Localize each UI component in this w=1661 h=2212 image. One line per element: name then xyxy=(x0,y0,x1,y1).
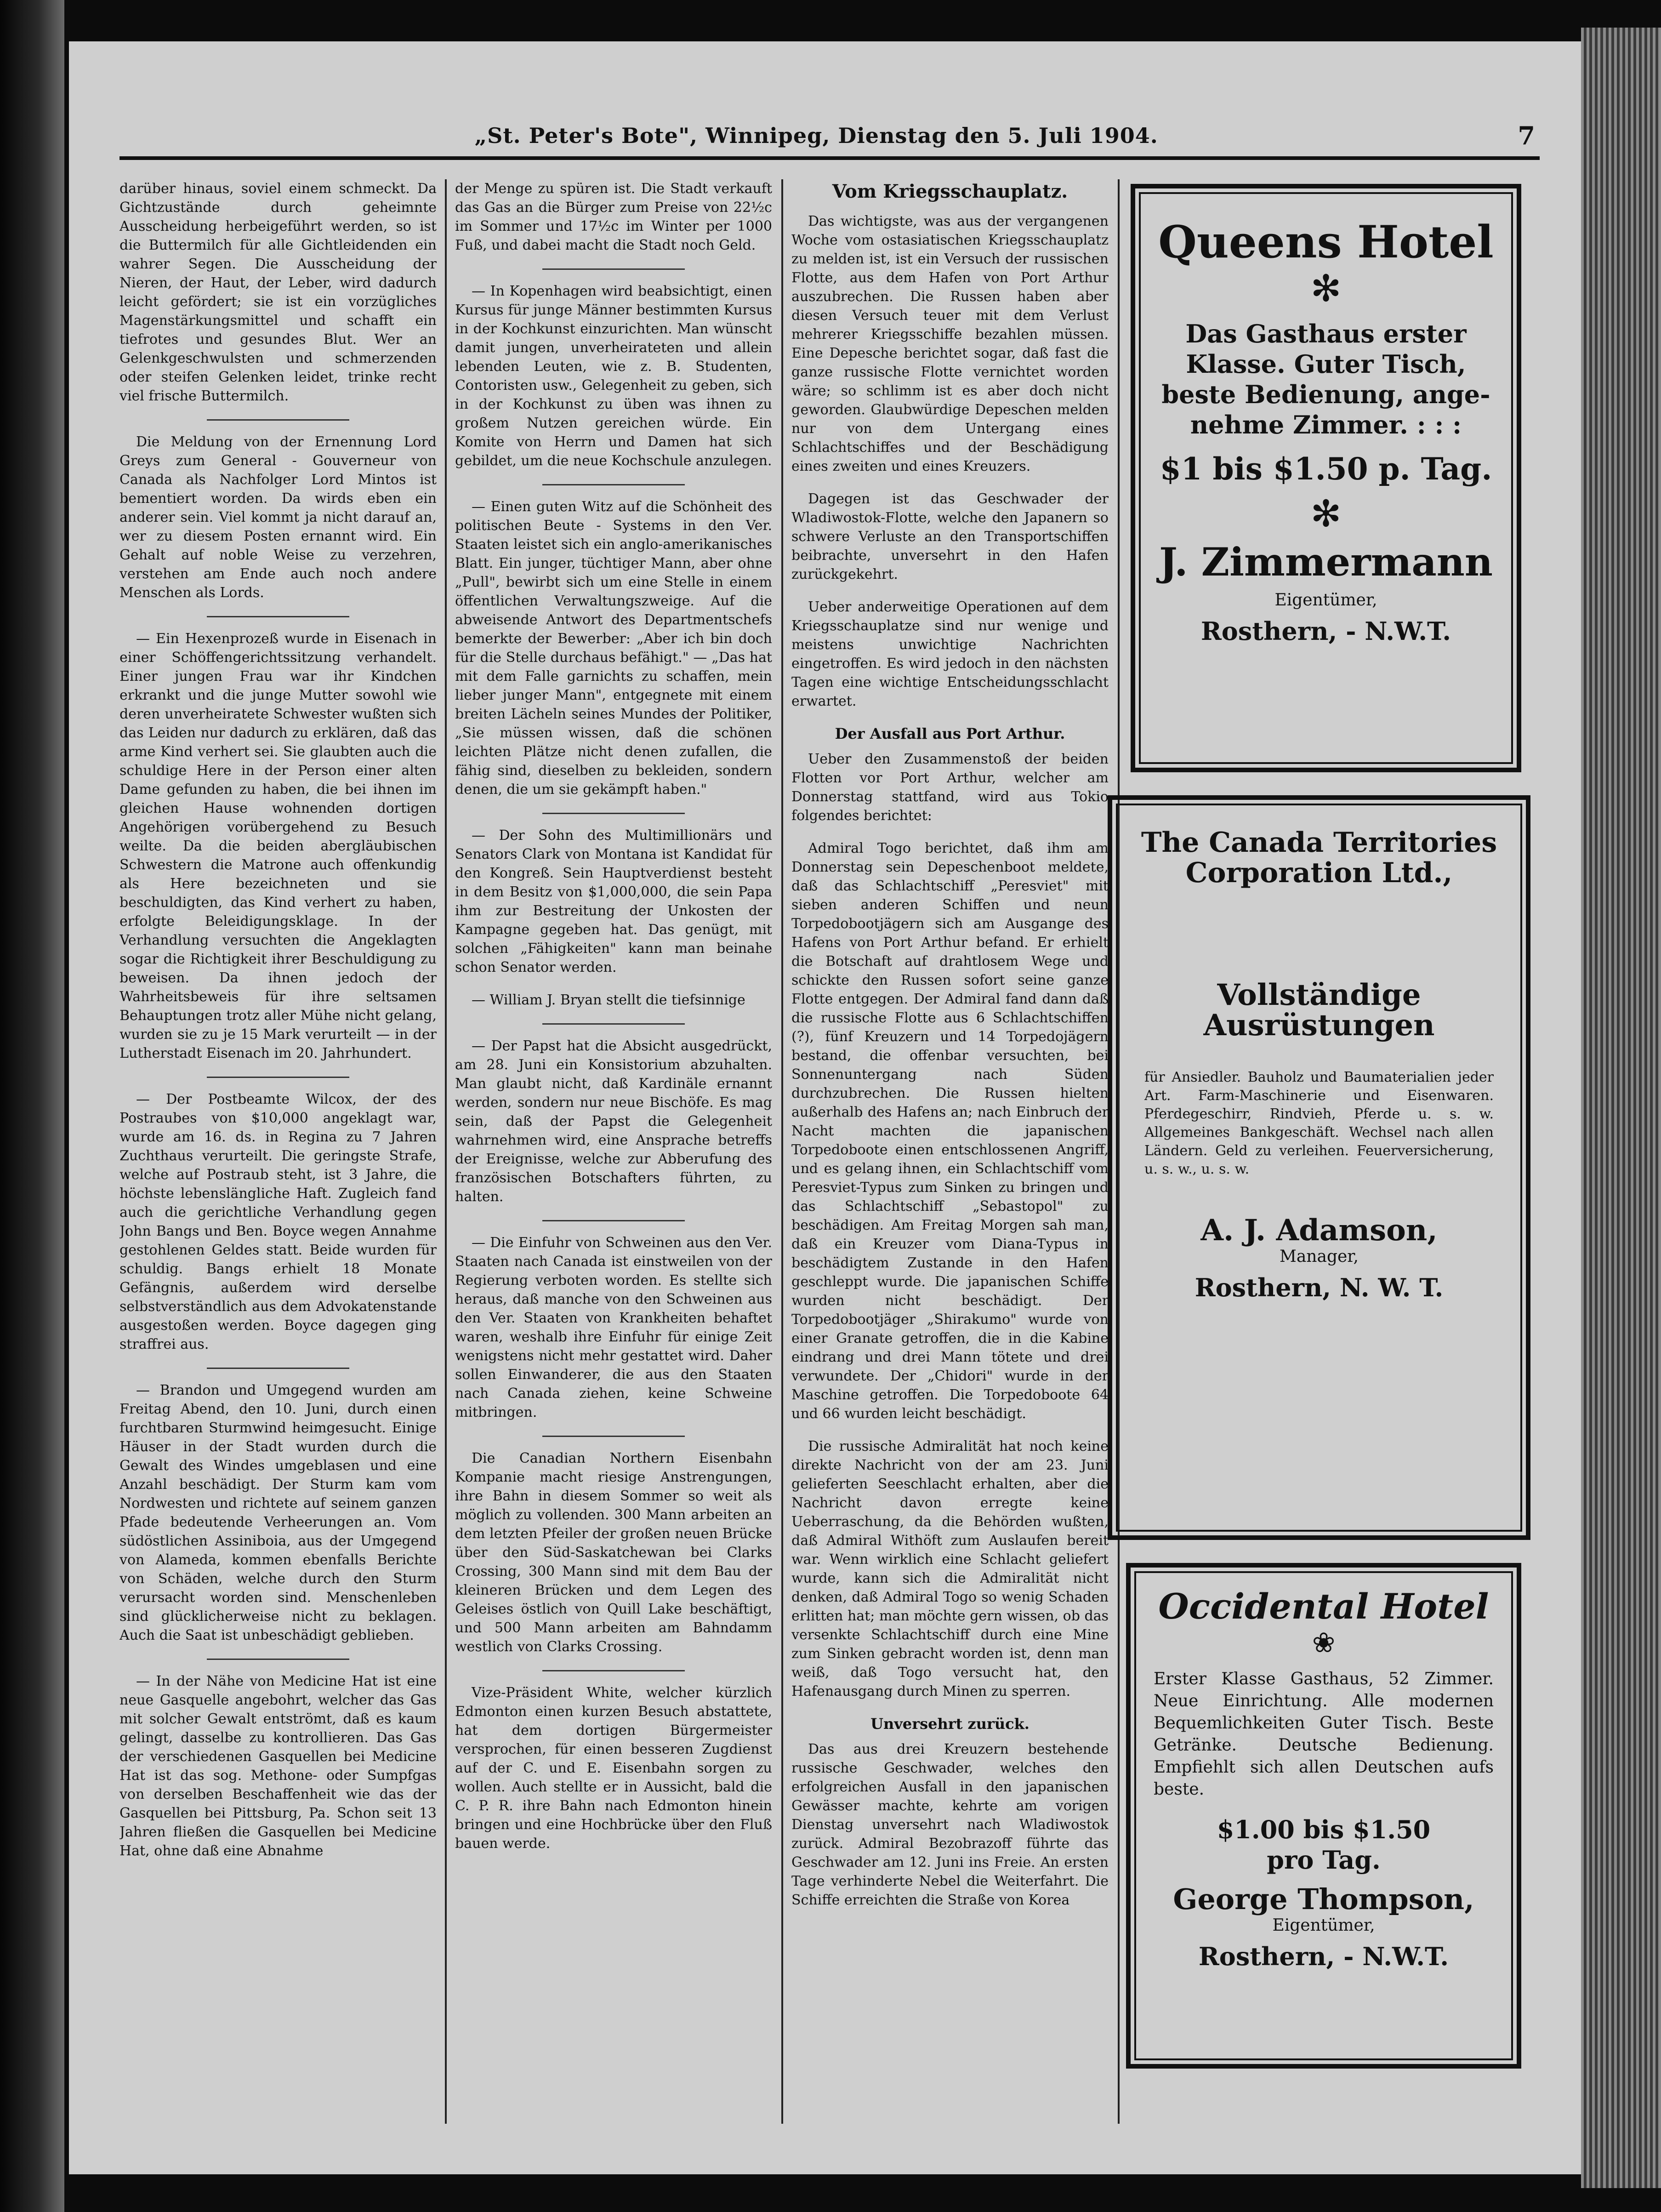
article-papst: — Der Papst hat die Absicht ausgedrückt, am 28. Juni ein Konsistorium abzuhalten. Man glaubt nicht, daß Kardinäle ernannt werden, sondern nur neue Bischöfe. Es mag sein, daß der Papst die Gelegenheit wahrnehmen wird, eine Ansprache betreffs der Ereignisse, welche zur Abberufung des französischen Botschafters führten, zu halten. xyxy=(455,1038,772,1205)
ad-text: beste Bedienung, ange- xyxy=(1161,380,1490,409)
newspaper-page xyxy=(69,41,1581,2174)
ad-heading: Ausrüstungen xyxy=(1203,1008,1435,1043)
column-rule xyxy=(781,179,783,2124)
ad-place: Rosthern, - N.W.T. xyxy=(1200,616,1451,646)
column-1 xyxy=(119,179,437,2124)
article-beute-system: — Einen guten Witz auf die Schönheit des politischen Beute - Systems in den Ver. Staaten leistet sich ein anglo-amerikanisches Blatt. Ein junger, tüchtiger Mann, aber ohne „Pull", bewirbt sich um eine Stelle in einem öffentlichen Verwaltungszweige. Auf die abweisende Antwort des Departmentschefs bemerkte der Bewerber: „Aber ich bin doch für die Stelle durchaus befähigt." — „Das hat mit dem Falle garnichts zu schaffen, mein lieber junger Mann", entgegnete mit einem breiten Lächeln seines Mundes der Politiker, „Sie müssen wissen, daß die schönen leichten Plätze nicht denen zufallen, die fähig sind, dieselben zu bekleiden, sondern denen, die um sie gekämpft haben." xyxy=(455,499,772,798)
ad-price: $1 bis $1.50 p. Tag. xyxy=(1160,451,1492,487)
column-2 xyxy=(455,179,772,2124)
war-news-para: Admiral Togo berichtet, daß ihm am Donnerstag sein Depeschenboot meldete, daß das Schlachtschiff „Peresviet" mit sieben anderen Schiffen und neun Torpedobootjägern sich am Ausgange des Hafens von Port Arthur befand. Er erhielt die Botschaft auf drahtlosem Wege und schickte den Russen sofort seine ganze Flotte entgegen. Der Admiral fand dann daß die russische Flotte aus 6 Schlachtschiffen (?), fünf Kreuzern und 14 Torpedojägern bestand, die offenbar versuchten, bei Sonnenuntergang nach Süden durchzubrechen. Die Russen hielten außerhalb des Hafens an; nach Einbruch der Nacht machten die japanischen Torpedoboote einen entschlossenen Angriff, und es gelang ihnen, ein Schlachtschiff vom Peresviet-Typus zum Sinken zu bringen und das Schlachtschiff „Sebastopol" zu beschädigen. Am Freitag Morgen sah man, daß ein Kreuzer vom Diana-Typus in beschädigtem Zustande in den Hafen geschleppt wurde. Die japanischen Schiffe wurden nicht beschädigt. Der Torpedobootjäger „Shirakumo" wurde von einer Granate getroffen, die in die Kabine eindrang und drei Mann tötete und drei verwundete. Der „Chidori" wurde in der Maschine getroffen. Die Torpedoboote 64 und 66 wurden leicht beschädigt. xyxy=(791,840,1109,1422)
article-medicine-hat: — In der Nähe von Medicine Hat ist eine neue Gasquelle angebohrt, welcher das Gas mit solcher Gewalt entströmt, daß es kaum gelingt, dasselbe zu kontrollieren. Das Gas der verschiedenen Gasquellen bei Medicine Hat ist das sog. Methone- oder Sumpfgas von derselben Beschaffenheit wie das der Gasquellen bei Pittsburg, Pa. Schon seit 13 Jahren fließen die Gasquellen bei Medicine Hat, ohne daß eine Abnahme xyxy=(119,1673,437,1859)
column-3 xyxy=(791,179,1109,2124)
ad-text: Klasse. Guter Tisch, xyxy=(1186,349,1466,379)
article-gas-preis: der Menge zu spüren ist. Die Stadt verkauft das Gas an die Bürger zum Preise von 22½c im Sommer und 17½c im Winter per 1000 Fuß, und dabei macht die Stadt noch Geld. xyxy=(455,181,772,253)
ad-owner: George Thompson, xyxy=(1173,1882,1474,1916)
article-canadian-northern: Die Canadian Northern Eisenbahn Kompanie macht riesige Anstrengungen, ihre Bahn in diesem Sommer so weit als möglich zu vollenden. 300 Mann arbeiten an dem letzten Pfeiler der großen neuen Brücke über den Süd-Saskatchewan bei Clarks Crossing, 300 Mann sind mit dem Bau der kleineren Brücken und dem Legen des Geleises östlich von Quill Lake beschäftigt, und 500 Mann arbeiten am Bahndamm westlich von Clarks Crossing. xyxy=(455,1450,772,1655)
flower-ornament-icon: ❀ xyxy=(1312,1627,1336,1659)
war-news-para: Das wichtigste, was aus der vergangenen Woche vom ostasiatischen Kriegsschauplatz zu melden ist, ist ein Versuch der russischen Flotte, aus dem Hafen von Port Arthur auszubrechen. Die Russen haben aber diesen Versuch teuer mit dem Verlust mehrerer Kriegsschiffe bezahlen müssen. Eine Depesche berichtet sogar, daß fast die ganze russische Flotte vernichtet worden wäre; so schlimm ist es aber doch nicht geworden. Glaubwürdige Depeschen melden nur von dem Untergang eines Schlachtschiffes und der Beschädigung eines zweiten und eines Kreuzers. xyxy=(791,213,1109,474)
masthead-line: „St. Peter's Bote", Winnipeg, Dienstag den 5. Juli 1904. xyxy=(474,123,1158,148)
column-separator xyxy=(207,1077,350,1078)
ad-title: Occidental Hotel xyxy=(1158,1586,1489,1627)
ad-title: Corporation Ltd., xyxy=(1185,857,1453,889)
war-news-heading: Vom Kriegsschauplatz. xyxy=(832,181,1068,202)
war-news-para: Dagegen ist das Geschwader der Wladiwostok-Flotte, welche den Japanern so schwere Verluste an den Transportschiffen beibrachte, unversehrt in den Hafen zurückgekehrt. xyxy=(791,491,1109,582)
binding-shadow xyxy=(0,0,64,2212)
flower-ornament-icon: ✻ xyxy=(1310,492,1342,535)
ad-canada-territories xyxy=(1108,795,1530,1540)
ad-role: Eigentümer, xyxy=(1272,1916,1375,1935)
ad-price: $1.00 bis $1.50 xyxy=(1217,1815,1431,1844)
page-edges xyxy=(1581,28,1661,2188)
column-separator xyxy=(207,1659,350,1660)
article-buttermilch: darüber hinaus, soviel einem schmeckt. Da Gichtzustände durch geheimnte Ausscheidung herbeigeführt werden, so ist die Buttermilch für alle Gichtleidenden ein wahrer Segen. Die Ausscheidung der Nieren, der Haut, der Leber, wird dadurch leicht gefördert; sie ist ein vorzügliches Magenstärkungsmittel und schafft ein tiefrotes und gesundes Blut. Wer an Gelenkgeschwulsten und schmerzenden oder steifen Gelenken leidet, trinke recht viel frische Buttermilch. xyxy=(119,181,437,404)
page-number: 7 xyxy=(1518,121,1535,150)
ad-name: A. J. Adamson, xyxy=(1200,1213,1438,1248)
ad-role: Eigentümer, xyxy=(1274,591,1377,610)
article-lord-grey: Die Meldung von der Ernennung Lord Greys zum General - Gouverneur von Canada als Nachfolger Lord Mintos ist bementiert worden. Da wirds eben ein anderer sein. Viel kommt ja nicht darauf an, wer zu diesem Posten ernannt wird. Ein Gehalt auf noble Weise zu verzehren, verstehen am Ende auch noch andere Menschen als Lords. xyxy=(119,434,437,601)
column-separator xyxy=(542,1670,685,1671)
ad-text: Das Gasthaus erster xyxy=(1185,319,1467,348)
header-rule xyxy=(119,156,1540,160)
article-vize-praesident: Vize-Präsident White, welcher kürzlich Edmonton einen kurzen Besuch abstattete, hat dem dortigen Bürgermeister versprochen, für einen besseren Zugdienst auf der C. und E. Eisenbahn sorgen zu wollen. Auch stellte er in Aussicht, bald die C. P. R. ihre Bahn nach Edmonton hinein bringen und eine Hochbrücke über den Fluß bauen werde. xyxy=(455,1685,772,1852)
ad-price: pro Tag. xyxy=(1267,1845,1381,1875)
article-brandon-sturm: — Brandon und Umgegend wurden am Freitag Abend, den 10. Juni, durch einen furchtbaren Sturmwind heimgesucht. Einige Häuser in der Stadt wurden durch die Gewalt des Windes umgeblasen und eine Anzahl beschädigt. Der Sturm kam vom Nordwesten und richtete auf seinem ganzen Pfade bedeutende Verheerungen an. Vom südöstlichen Assiniboia, aus der Umgegend von Alameda, kommen ebenfalls Berichte von Schäden, welche durch den Sturm verursacht worden sind. Menschenleben sind glücklicherweise nicht zu beklagen. Auch die Saat ist unbeschädigt geblieben. xyxy=(119,1382,437,1643)
column-separator xyxy=(207,1368,350,1369)
ad-heading: Vollständige xyxy=(1217,978,1421,1012)
ad-title: The Canada Territories xyxy=(1141,827,1497,859)
ad-place: Rosthern, - N.W.T. xyxy=(1198,1942,1449,1971)
war-news-para: Ueber anderweitige Operationen auf dem Kriegsschauplatze sind nur wenige und meistens unwichtige Nachrichten eingetroffen. Es wird jedoch in den nächsten Tagen eine wichtige Entscheidungsschlacht erwartet. xyxy=(791,599,1109,709)
article-kopenhagen: — In Kopenhagen wird beabsichtigt, einen Kursus für junge Männer bestimmten Kursus in der Kochkunst einzurichten. Man wünscht damit jungen, unverheirateten und allein lebenden Leuten, wie z. B. Studenten, Contoristen usw., Gelegenheit zu geben, sich in der Kochkunst zu üben was ihnen zu großem Nutzen gereichen würde. Ein Komite von Herrn und Damen hat sich gebildet, um die neue Kochschule anzulegen. xyxy=(455,283,772,469)
ad-owner: J. Zimmermann xyxy=(1159,539,1493,585)
article-clark-montana: — Der Sohn des Multimillionärs und Senators Clark von Montana ist Kandidat für den Kongreß. Sein Hauptverdienst besteht in dem Besitz von $1,000,000, die sein Papa ihm zur Bestreitung der Unkosten der Kampagne gegeben hat. Das genügt, mit solchen „Fähigkeiten" kann man beinahe schon Senator werden. xyxy=(455,827,772,975)
ad-place: Rosthern, N. W. T. xyxy=(1195,1273,1444,1302)
war-news-para: Die russische Admiralität hat noch keine direkte Nachricht von der am 23. Juni gelieferten Seeschlacht erhalten, aber die Nachricht davon erregte keine Ueberraschung, da die Behörden wußten, daß Admiral Withöft zum Auslaufen bereit war. Wenn wirklich eine Schlacht geliefert wurde, kann sich die Admiralität nicht denken, daß Admiral Togo so wenig Schaden erlitten hat; man möchte gern wissen, ob das versenkte Schlachtschiff durch eine Mine zum Sinken gebracht worden ist, denn man weiß, daß Togo versucht hat, den Hafenausgang durch Minen zu sperren. xyxy=(791,1438,1109,1699)
ad-occidental-hotel xyxy=(1126,1563,1521,2069)
column-separator xyxy=(542,268,685,270)
column-separator xyxy=(542,813,685,814)
column-separator xyxy=(542,1436,685,1437)
war-news-subheading: Unversehrt zurück. xyxy=(870,1715,1030,1733)
ad-text: nehme Zimmer. : : : xyxy=(1190,410,1462,439)
article-postbeamte: — Der Postbeamte Wilcox, der des Postraubes von $10,000 angeklagt war, wurde am 16. ds. in Regina zu 7 Jahren Zuchthaus verurteilt. Die geringste Strafe, welche auf Postraub steht, ist 3 Jahre, die höchste lebenslängliche Haft. Zugleich fand auch die gerichtliche Verhandlung gegen John Bangs und Ben. Boyce wegen Annahme gestohlenen Geldes statt. Beide wurden für schuldig. Bangs erhielt 18 Monate Gefängnis, außerdem wird derselbe selbstverständlich aus dem Advokatenstande ausgestoßen werden. Boyce dagegen ging straffrei aus. xyxy=(119,1091,437,1352)
article-schweine: — Die Einfuhr von Schweinen aus den Ver. Staaten nach Canada ist einstweilen von der Regierung verboten worden. Es stellte sich heraus, daß manche von den Schweinen aus den Ver. Staaten von Krankheiten behaftet waren, weshalb ihre Einfuhr für einige Zeit wenigstens nicht mehr gestattet wird. Daher sollen Einwanderer, die aus den Staaten nach Canada ziehen, keine Schweine mitbringen. xyxy=(455,1235,772,1420)
ad-queens-hotel xyxy=(1131,184,1521,772)
article-bryan: — William J. Bryan stellt die tiefsinnige xyxy=(472,992,745,1008)
column-separator xyxy=(207,616,350,617)
column-separator xyxy=(542,1023,685,1025)
flower-ornament-icon: ✻ xyxy=(1310,267,1342,310)
ad-body: Erster Klasse Gasthaus, 52 Zimmer. Neue Einrichtung. Alle modernen Bequemlichkeiten Guter Tisch. Beste Getränke. Deutsche Bedienung. Empfiehlt sich allen Deutschen aufs beste. xyxy=(1154,1670,1494,1799)
ad-title: Queens Hotel xyxy=(1158,216,1494,268)
ad-role: Manager, xyxy=(1279,1247,1359,1266)
article-hexenprozess: — Ein Hexenprozeß wurde in Eisenach in einer Schöffengerichtssitzung verhandelt. Einer jungen Frau war ihr Kindchen erkrankt und die junge Mutter sowohl wie deren unverheiratete Schwester wußten sich das Leiden nur dadurch zu erklären, daß das arme Kind verhert sei. Sie glaubten auch die schuldige Here in der Person einer alten Dame gefunden zu haben, die bei ihnen im gleichen Hause wohnenden dortigen Angehörigen vorübergehend zu Besuch weilte. Da die beiden abergläubischen Schwestern die Matrone auch offenkundig als Here bezeichneten und sie beschuldigten, das Kind verhert zu haben, erfolgte Beleidigungsklage. In der Verhandlung versuchten die Angeklagten sogar die Richtigkeit ihrer Beschuldigung zu beweisen. Da ihnen jedoch der Wahrheitsbeweis für ihre seltsamen Behauptungen trotz aller Mühe nicht gelang, wurden sie zu je 15 Mark verurteilt — in der Lutherstadt Eisenach im 20. Jahrhundert. xyxy=(119,631,437,1061)
column-separator xyxy=(542,484,685,485)
war-news-para: Ueber den Zusammenstoß der beiden Flotten vor Port Arthur, welcher am Donnerstag stattfand, wird aus Tokio folgendes berichtet: xyxy=(791,751,1109,824)
column-rule xyxy=(445,179,447,2124)
ad-body: für Ansiedler. Bauholz und Baumaterialien jeder Art. Farm-Maschinerie und Eisenwaren. Pferdegeschirr, Rindvieh, Pferde u. s. w. Allgemeines Bankgeschäft. Wechsel nach allen Ländern. Geld zu verleihen. Feuerversicherung, u. s. w., u. s. w. xyxy=(1144,1069,1494,1177)
column-separator xyxy=(207,419,350,421)
column-separator xyxy=(542,1220,685,1221)
war-news-para: Das aus drei Kreuzern bestehende russische Geschwader, welches den erfolgreichen Ausfall in den japanischen Gewässer machte, kehrte am vorigen Dienstag unversehrt nach Wladiwostok zurück. Admiral Bezobrazoff führte das Geschwader am 12. Juni ins Freie. An ersten Tage verhinderte Nebel die Weiterfahrt. Die Schiffe erreichten die Straße von Korea xyxy=(791,1741,1109,1908)
page-header xyxy=(115,120,1535,152)
war-news-subheading: Der Ausfall aus Port Arthur. xyxy=(835,725,1065,742)
